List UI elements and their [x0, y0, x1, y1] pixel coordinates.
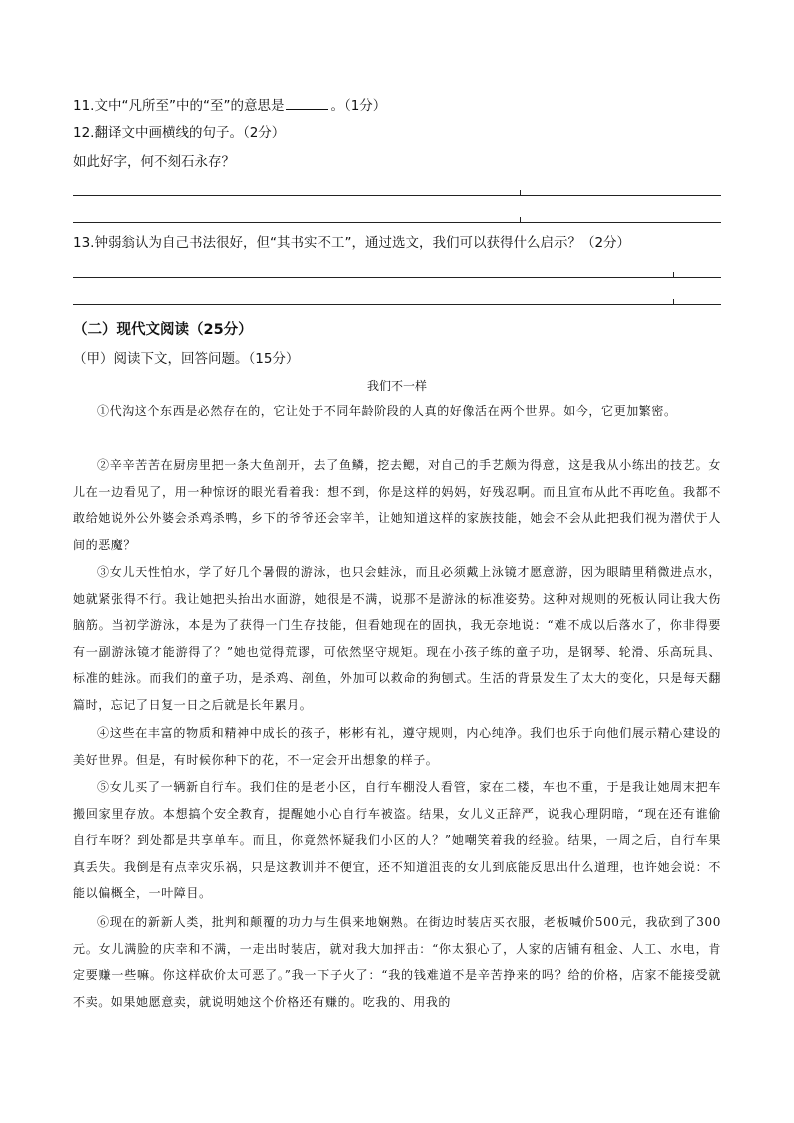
paragraph-5: ⑤女儿买了一辆新自行车。我们住的是老小区，自行车棚没人看管，家在二楼，车也不重，于是我让她周末把车搬回家里存放。本想搞个安全教育，提醒她小心自行车被盗。结果，女儿义正辞严，说我心理阴暗，“现在还有谁偷自行车呀？到处都是共享单车。而且，你竟然怀疑我们小区的人？”她嘲笑着我的经验。结果，一周之后，自行车果真丢失。我倒是有点幸灾乐祸，只是这教训并不便宜，还不知道沮丧的女儿到底能反思出什么道理，也许她会说：不能以偏概全，一叶障目。 [73, 780, 721, 900]
paragraph-3: ③女儿天性怕水，学了好几个暑假的游泳，也只会蛙泳，而且必须戴上泳镜才愿意游，因为眼睛里稍微进点水，她就紧张得不行。我让她把头抬出水面游，她很是不满，说那不是游泳的标准姿势。这种对规则的死板认同让我大伤脑筋。当初学游泳，本是为了获得一门生存技能，但看她现在的固执，我无奈地说：“难不成以后落水了，你非得要有一副游泳镜才能游得了？”她也觉得荒谬，可依然坚守规矩。现在小孩子练的童子功，是钢琴、轮滑、乐高玩具、标准的蛙泳。而我们的童子功，是杀鸡、剖鱼，外加可以救命的狗刨式。生活的背景发生了太大的变化，只是每天翻篇时，忘记了日复一日之后就是长年累月。 [73, 565, 721, 712]
article-title: 我们不一样 [366, 379, 427, 393]
answer-blank [286, 97, 328, 110]
paragraph-1: ①代沟这个东西是必然存在的，它让处于不同年龄阶段的人真的好像活在两个世界。如今，它更加繁密。 [97, 404, 677, 418]
question-12-sentence: 如此好字，何不刻石永存？ [73, 154, 235, 170]
paragraph-4: ④这些在丰富的物质和精神中成长的孩子，彬彬有礼，遵守规则，内心纯净。我们也乐于向他们展示精心建设的美好世界。但是，有时候你种下的花，不一定会开出想象的样子。 [73, 726, 721, 767]
paragraph-2: ②辛辛苦苦在厨房里把一条大鱼剖开，去了鱼鳞，挖去鳃，对自己的手艺颇为得意，这是我从小练出的技艺。女儿在一边看见了，用一种惊讶的眼光看着我：想不到，你是这样的妈妈，好残忍啊。而且宣布从此不再吃鱼。我都不敢给她说外公外婆会杀鸡杀鸭，乡下的爷爷还会宰羊，让她知道这样的家族技能，她会不会从此把我们视为潜伏于人间的恶魔？ [73, 458, 721, 552]
question-11-text: 11.文中“凡所至”中的“至”的意思是 [73, 98, 285, 114]
paragraph-6: ⑥现在的新新人类，批判和颠覆的功力与生俱来地娴熟。在街边时装店买衣服，老板喊价500元，我砍到了300元。女儿满脸的庆幸和不满，一走出时装店，就对我大加抨击：“你太狠心了，人家的店铺有租金、人工、水电，肯定要赚一些嘛。你这样砍价太可恶了。”我一下子火了：“我的钱难道不是辛苦挣来的吗？给的价格，店家不能接受就不卖。如果她愿意卖，就说明她这个价格还有赚的。吃我的、用我的 [73, 915, 721, 1009]
question-12: 12.翻译文中画横线的句子。（2分） [73, 125, 286, 141]
answer-line [73, 195, 721, 196]
section-heading: （二）现代文阅读（25分） [73, 322, 253, 338]
question-11-score: 。（1分） [330, 98, 387, 114]
question-13: 13.钟弱翁认为自己书法很好，但“其书实不工”，通过选文，我们可以获得什么启示？（2分） [73, 235, 631, 251]
answer-line [73, 304, 721, 305]
answer-line [73, 222, 721, 223]
answer-line [73, 277, 721, 278]
question-11 [73, 97, 386, 115]
reading-instruction: （甲）阅读下文，回答问题。（15分） [73, 351, 300, 367]
